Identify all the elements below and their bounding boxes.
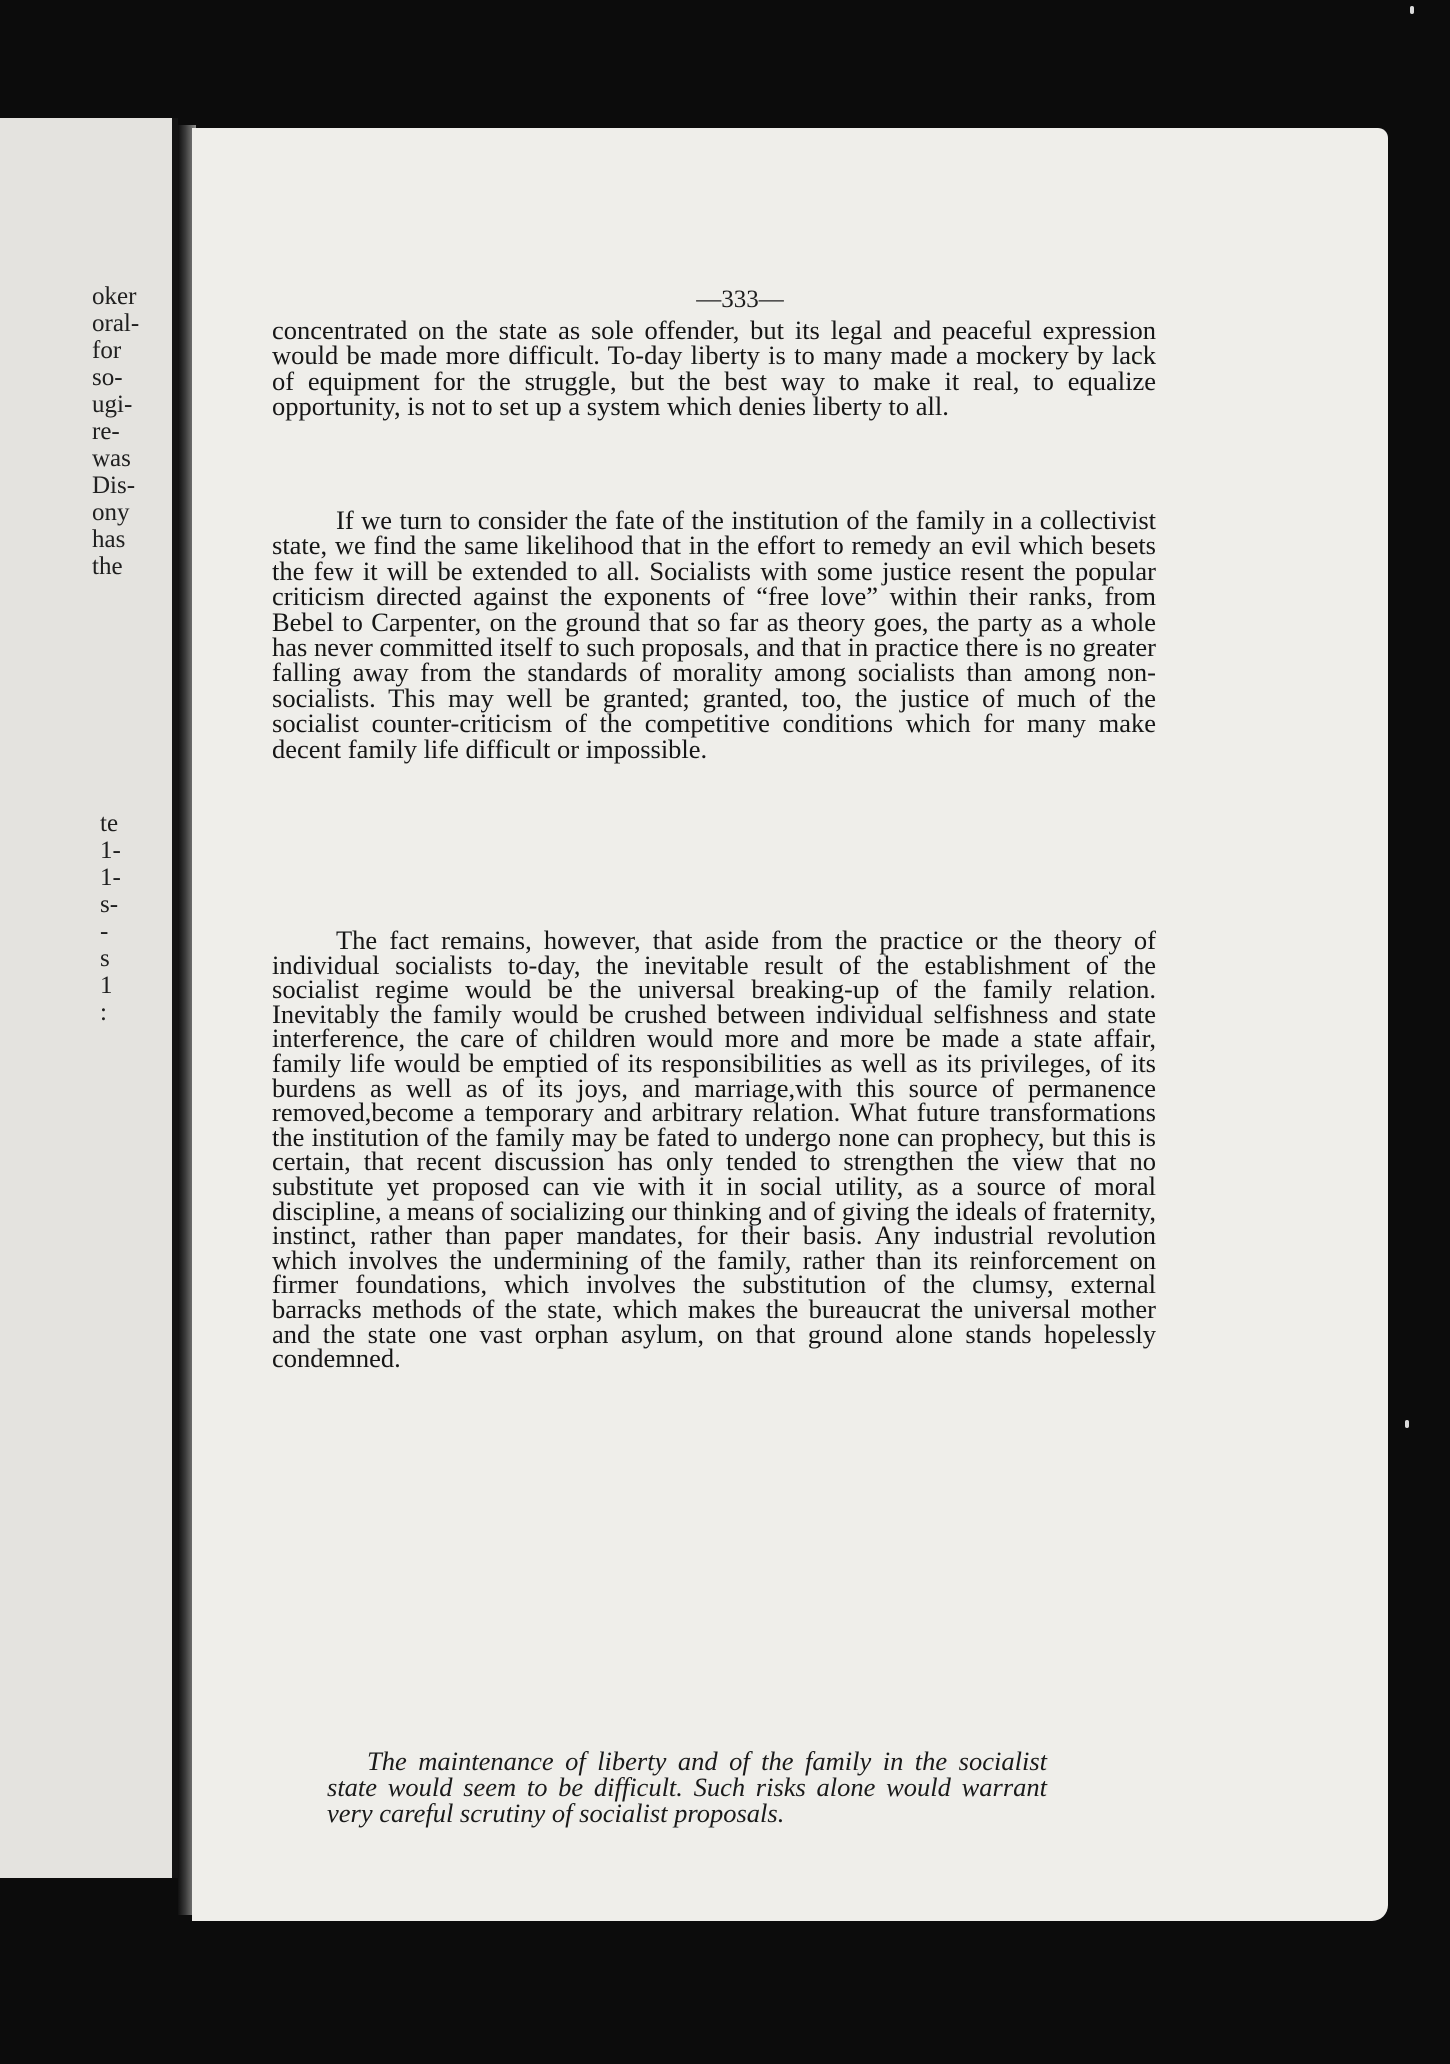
left-fragment: 1- xyxy=(100,837,121,864)
left-fragment: Dis- xyxy=(92,472,136,499)
left-fragment: was xyxy=(92,445,131,472)
left-fragment: ugi- xyxy=(92,391,133,418)
left-fragment: s xyxy=(100,945,110,972)
left-fragment: : xyxy=(100,999,107,1026)
page-number: —333— xyxy=(696,286,784,313)
paragraph: The fact remains, however, that aside from the practice or the theory of individual socialists to-day, the inevitable result of the establishment of the socialist regime would be the universal breaking-up of the family relation. Inevitably the family would be crushed between individual selfishness and state interference, the care of children would more and more be made a state affair, family life would be emptied of its responsibilities as well as its privileges, of its burdens as well as of its joys, and marriage,with this source of permanence removed,become a temporary and arbitrary relation. What future transformations the institution of the family may be fated to undergo none can prophecy, but this is certain, that recent discussion has only tended to strengthen the view that no substitute yet proposed can vie with it in social utility, as a source of moral discipline, a means of socializing our thinking and of giving the ideals of fraternity, instinct, rather than paper mandates, for their basis. Any industrial revolution which involves the undermining of the family, rather than its reinforcement on firmer foundations, which involves the substitution of the clumsy, external barracks methods of the state, which makes the bureaucrat the universal mother and the state one vast orphan asylum, on that ground alone stands hopelessly condemned. xyxy=(272,925,1156,1374)
left-fragment: te xyxy=(100,810,119,837)
left-fragment: ony xyxy=(92,499,130,526)
left-fragment: so- xyxy=(92,364,123,391)
left-fragment: re- xyxy=(92,418,120,445)
left-fragment: for xyxy=(92,337,122,364)
left-fragment: the xyxy=(92,553,123,580)
left-page-text-fragments xyxy=(92,283,172,1026)
right-page xyxy=(192,128,1388,1921)
left-fragment: oker xyxy=(92,283,137,310)
left-fragment: 1- xyxy=(100,864,121,891)
left-fragment: s- xyxy=(100,891,119,918)
left-fragment: 1 xyxy=(100,972,113,999)
left-fragment: - xyxy=(100,918,109,945)
closing-note: The maintenance of liberty and of the family in the socialist state would seem to be difficult. Such risks alone would warrant very careful scrutiny of socialist proposals. xyxy=(327,1746,1047,1828)
left-fragment: oral- xyxy=(92,310,140,337)
film-speck xyxy=(1405,1420,1409,1428)
film-speck xyxy=(1410,6,1414,14)
left-fragment: has xyxy=(92,526,126,553)
left-page xyxy=(0,118,178,1878)
paragraph: If we turn to consider the fate of the institution of the family in a collectivist state, we find the same likelihood that in the effort to remedy an evil which besets the few it will be extended to all. Socialists with some justice resent the popular criticism directed against the exponents of “free love” within their ranks, from Bebel to Carpenter, on the ground that so far as theory goes, the party as a whole has never committed itself to such proposals, and that in practice there is no greater falling away from the standards of morality among socialists than among non-socialists. This may well be granted; granted, too, the justice of much of the socialist counter-criticism of the competitive conditions which for many make decent family life difficult or impossible. xyxy=(272,505,1156,764)
left-fragment-group xyxy=(92,810,172,1026)
paragraph: concentrated on the state as sole offender, but its legal and peaceful expression would be made more difficult. To-day liberty is to many made a mockery by lack of equipment for the struggle, but the best way to make it real, to equalize opportunity, is not to set up a system which denies liberty to all. xyxy=(272,315,1156,422)
